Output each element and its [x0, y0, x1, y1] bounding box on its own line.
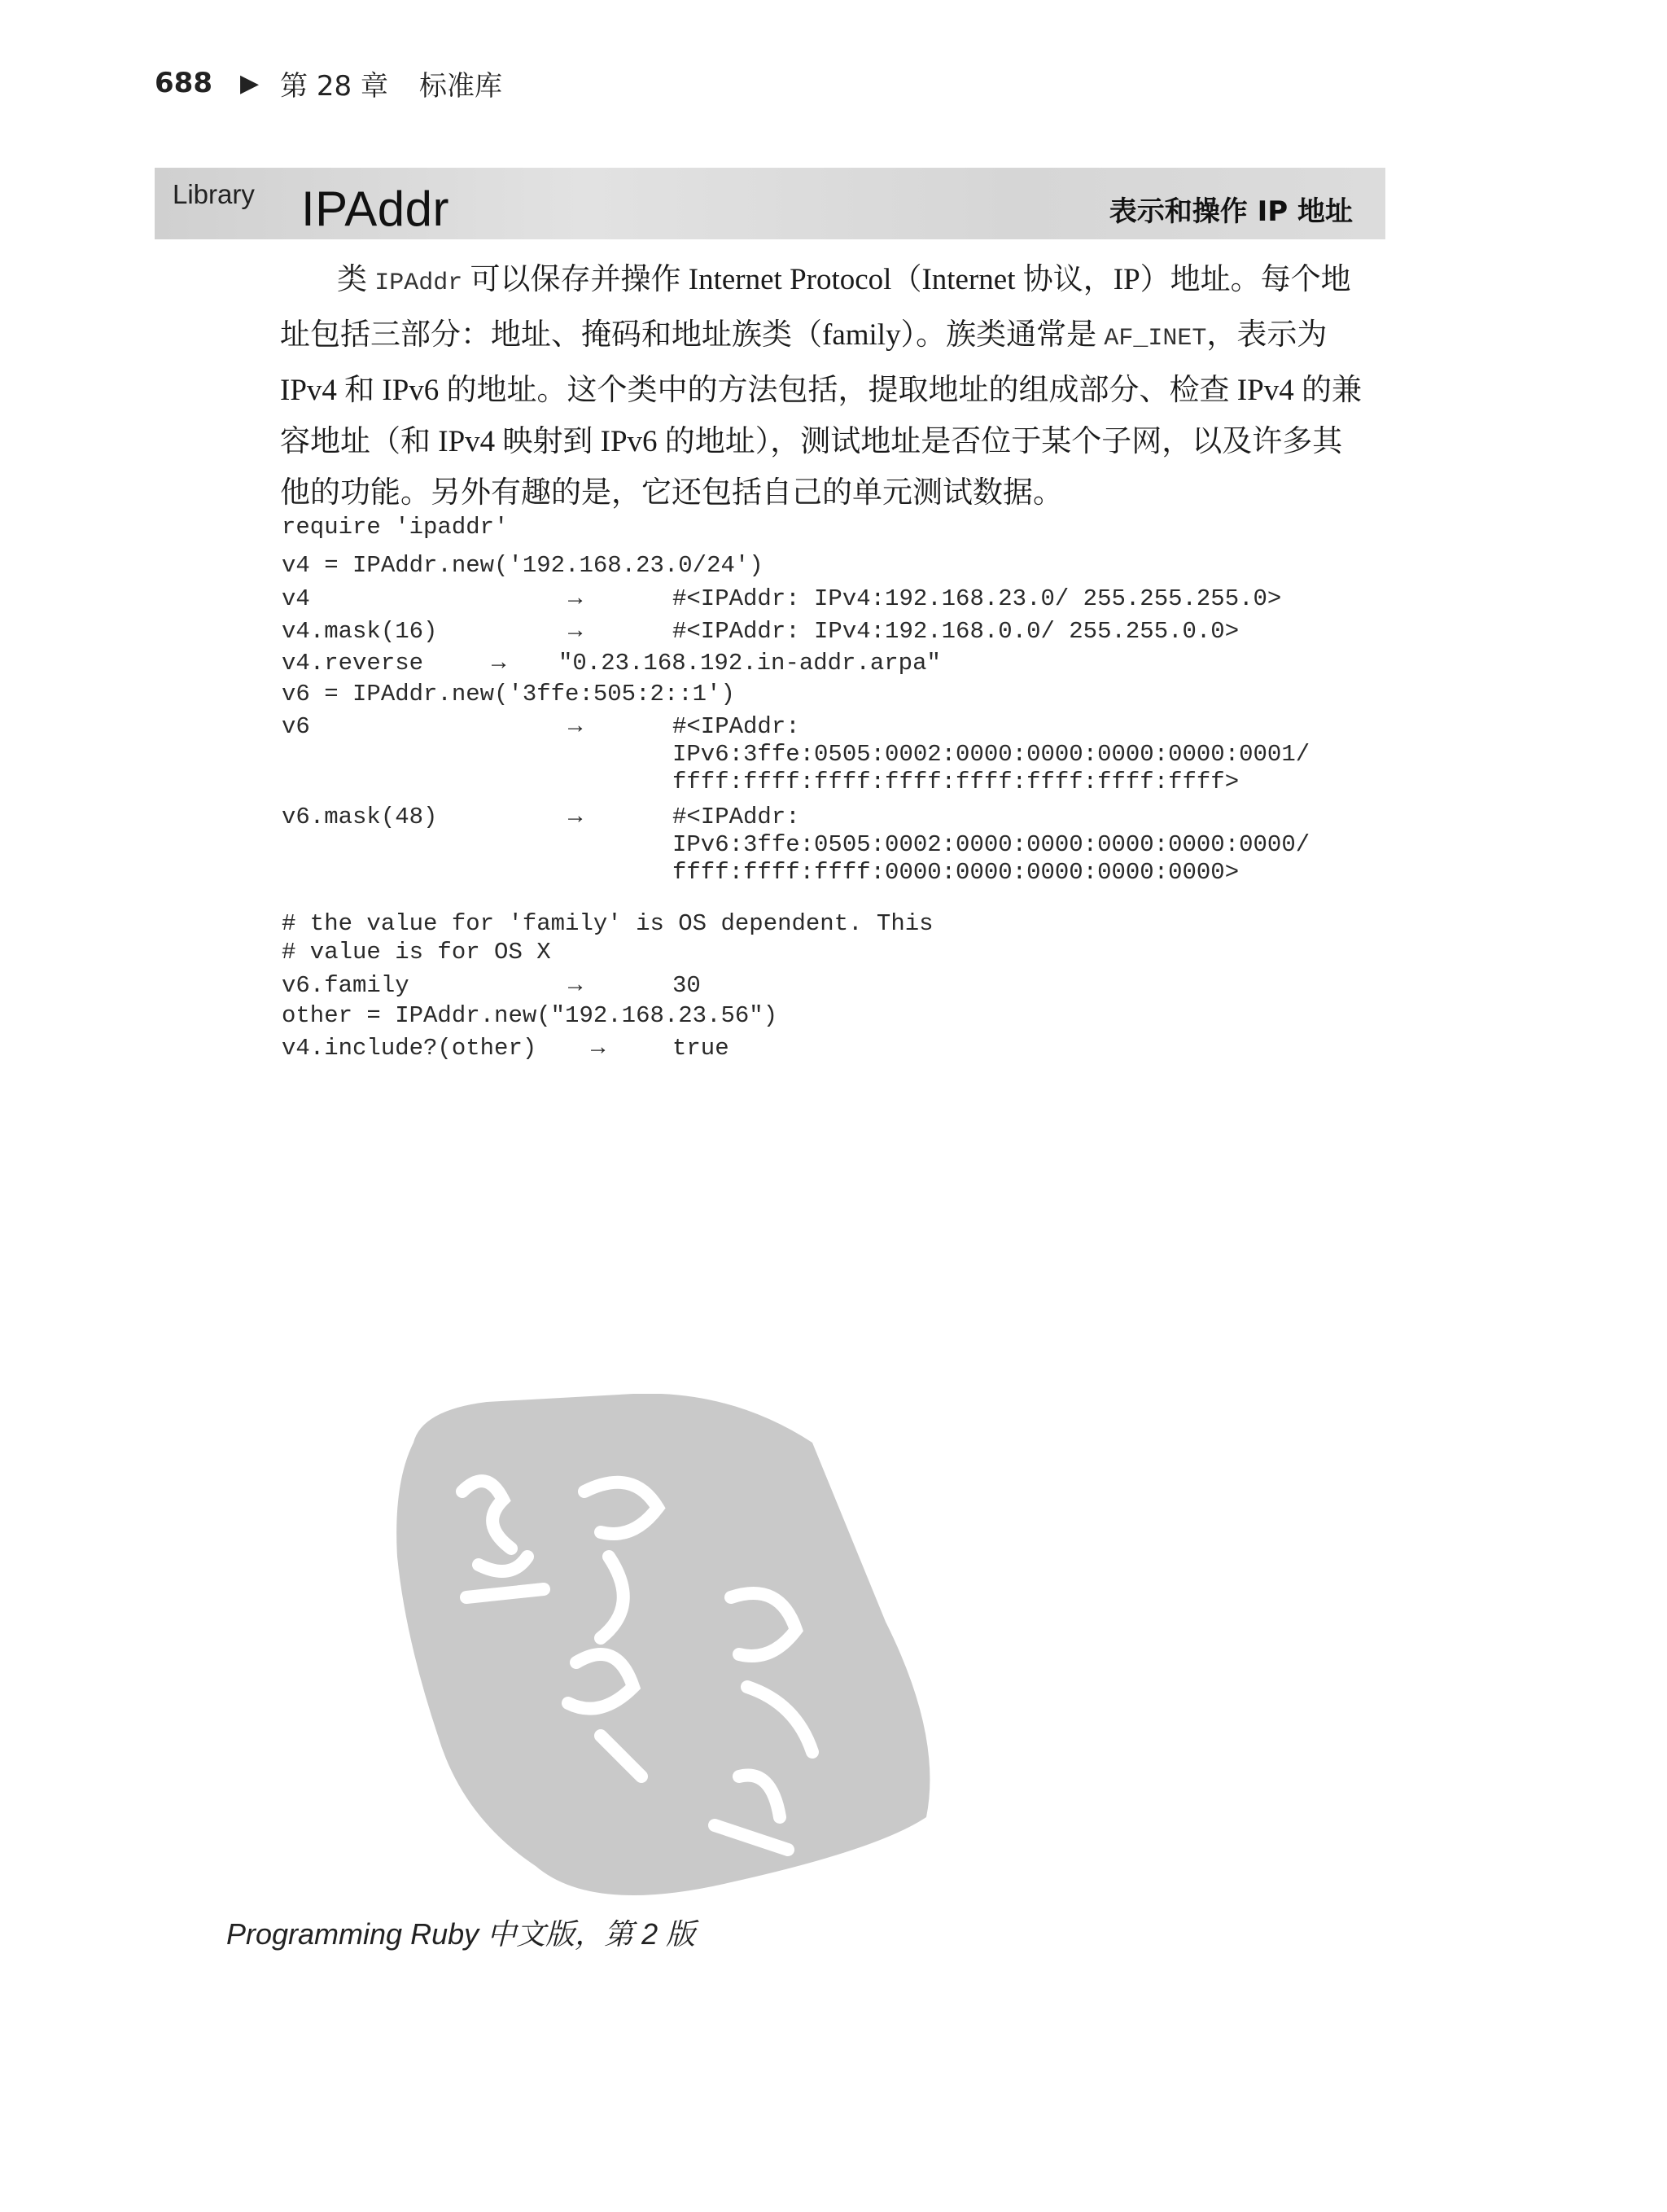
- code-result: #<IPAddr:: [672, 804, 800, 830]
- code-expression: require 'ipaddr': [282, 514, 509, 541]
- intro-paragraph: [280, 254, 1387, 519]
- footer-book-title: Programming Ruby 中文版，第 2 版: [226, 1917, 696, 1951]
- library-banner: [155, 168, 1385, 239]
- header-arrow-icon: ▶: [239, 68, 260, 98]
- code-expression: v4.include?(other): [282, 1035, 537, 1062]
- code-expression: v4 = IPAddr.new('192.168.23.0/24'): [282, 552, 763, 579]
- intro-line: IPv4 和 IPv6 的地址。这个类中的方法包括，提取地址的组成部分、检查 IPv4 的兼: [280, 374, 1362, 407]
- intro-line: 类 IPAddr 可以保存并操作 Internet Protocol（Internet 协议，IP）地址。每个地: [337, 263, 1351, 297]
- result-arrow-icon: →: [568, 618, 583, 645]
- library-label: Library: [173, 179, 255, 209]
- code-result: 30: [672, 972, 701, 999]
- library-description: 表示和操作 IP 地址: [1109, 195, 1353, 228]
- code-expression: other = IPAddr.new("192.168.23.56"): [282, 1002, 778, 1029]
- code-expression: # value is for OS X: [282, 939, 551, 966]
- chapter-label: 第 28 章: [280, 69, 388, 103]
- page-header: [155, 59, 502, 107]
- library-name: IPAddr: [301, 182, 449, 236]
- code-expression: v4: [282, 585, 310, 612]
- code-result: IPv6:3ffe:0505:0002:0000:0000:0000:0000:0001/: [672, 741, 1310, 768]
- intro-line: 容地址（和 IPv4 映射到 IPv6 的地址），测试地址是否位于某个子网，以及许多其: [280, 425, 1343, 458]
- code-expression: v4.mask(16): [282, 618, 438, 645]
- intro-line: 他的功能。另外有趣的是，它还包括自己的单元测试数据。: [280, 476, 1063, 510]
- code-result: true: [672, 1035, 729, 1062]
- code-expression: v6.mask(48): [282, 804, 438, 830]
- code-expression: v4.reverse: [282, 650, 424, 677]
- intro-line: 址包括三部分：地址、掩码和地址族类（family）。族类通常是 AF_INET，表示为: [280, 318, 1328, 353]
- code-result: IPv6:3ffe:0505:0002:0000:0000:0000:0000:0000/: [672, 831, 1310, 858]
- code-result: #<IPAddr:: [672, 713, 800, 740]
- result-arrow-icon: →: [568, 585, 583, 612]
- code-result: ffff:ffff:ffff:0000:0000:0000:0000:0000>: [672, 859, 1240, 886]
- code-expression: # the value for 'family' is OS dependent. This: [282, 910, 934, 937]
- page-number: 688: [155, 67, 212, 99]
- result-arrow-icon: →: [591, 1035, 606, 1062]
- code-expression: v6 = IPAddr.new('3ffe:505:2::1'): [282, 681, 735, 707]
- result-arrow-icon: →: [568, 713, 583, 740]
- code-expression: v6.family: [282, 972, 409, 999]
- code-result: #<IPAddr: IPv4:192.168.0.0/ 255.255.0.0>: [672, 618, 1240, 645]
- code-expression: v6: [282, 713, 310, 740]
- code-result: #<IPAddr: IPv4:192.168.23.0/ 255.255.255.0>: [672, 585, 1282, 612]
- result-arrow-icon: →: [568, 972, 583, 999]
- result-arrow-icon: →: [568, 804, 583, 830]
- code-result: "0.23.168.192.in-addr.arpa": [558, 650, 941, 677]
- section-label: 标准库: [418, 69, 502, 103]
- result-arrow-icon: →: [492, 650, 506, 677]
- code-result: ffff:ffff:ffff:ffff:ffff:ffff:ffff:ffff>: [672, 769, 1240, 795]
- seal-watermark: [389, 1394, 943, 1915]
